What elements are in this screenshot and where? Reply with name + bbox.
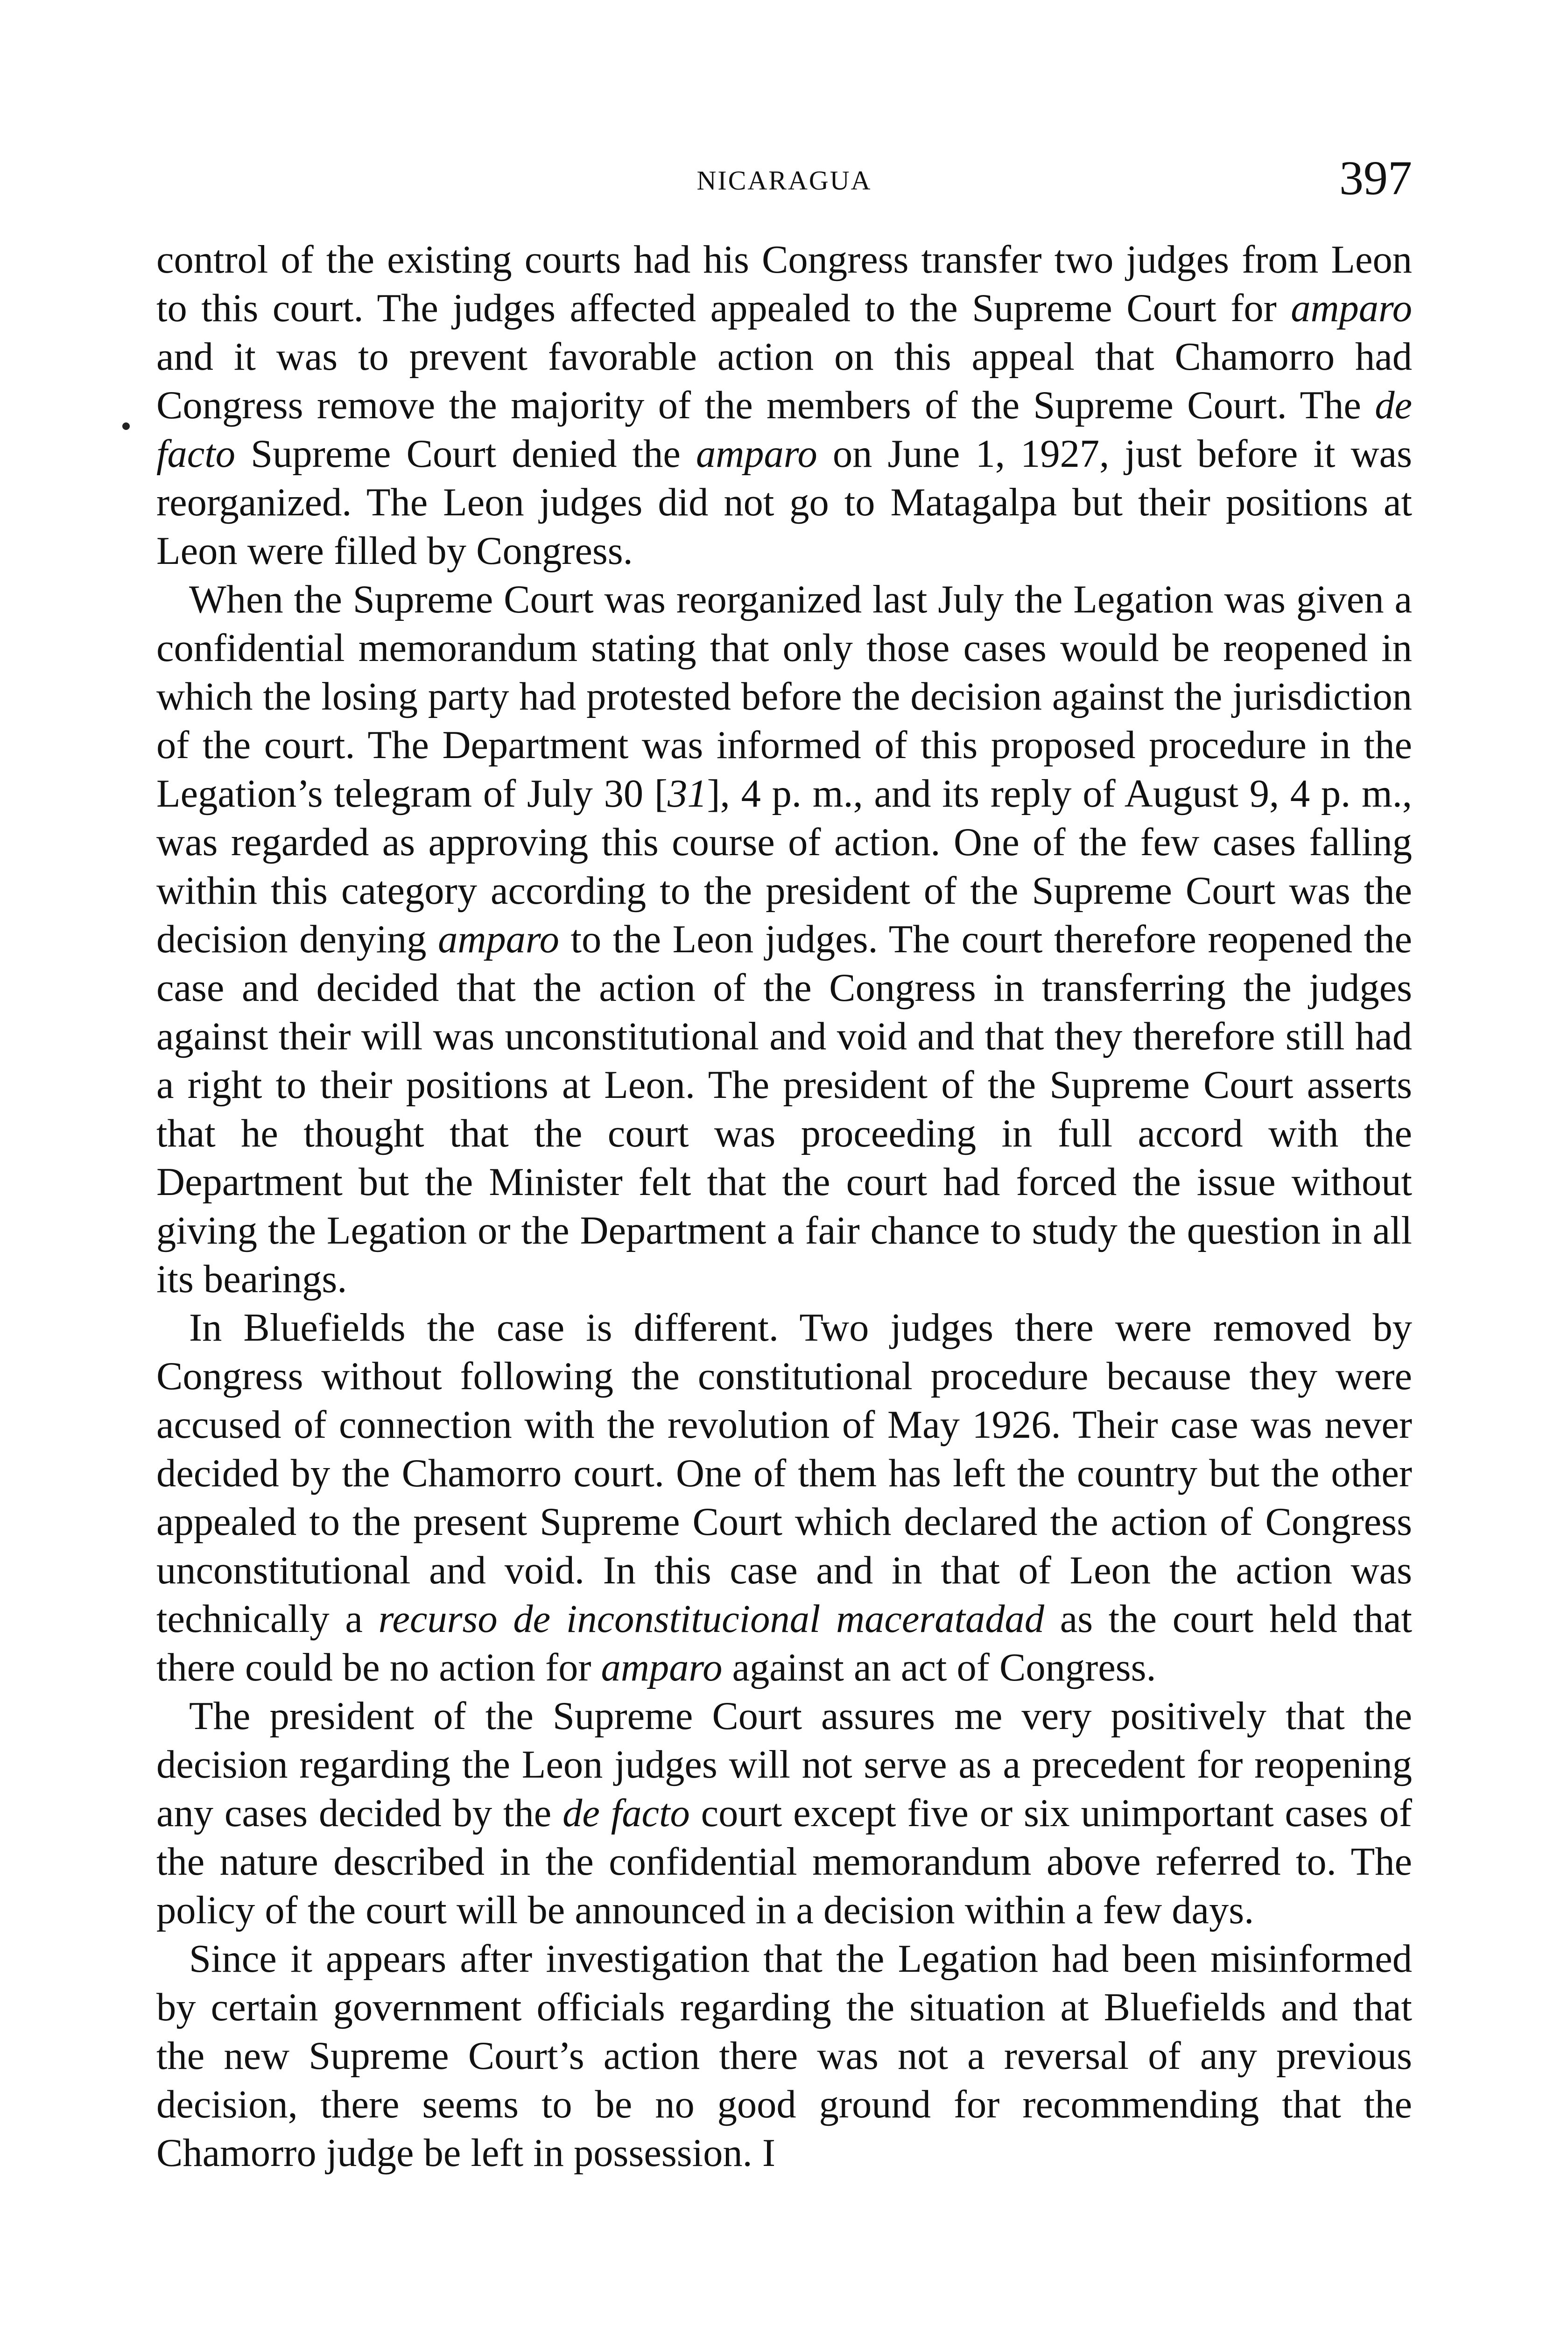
paragraph-2 <box>156 576 1412 1304</box>
italic-term: de facto <box>156 384 1412 476</box>
paragraph-1-text: control of the existing courts had his Congress transfer two judges from Leon to this court. The judges affected appealed to the Supreme Court for <box>156 238 1412 330</box>
paragraph-1-text: on June 1, 1927, just before it was reorganized. The Leon judges did not go to Matagalpa but their positions at Leon were filled by Congress. <box>156 432 1412 573</box>
paragraph-2-text: ], 4 p. m., and its reply of August 9, 4 p. m., was regarded as approving this course of action. One of the few cases falling within this category according to the president of the Supreme Court was the decision denying <box>156 772 1413 961</box>
running-title: NICARAGUA <box>696 165 872 196</box>
paragraph-4 <box>156 1692 1412 1935</box>
italic-reference: 31 <box>668 772 707 815</box>
paragraph-5-text: Since it appears after investigation that the Legation had been misinformed by certain government officials regarding the situation at Bluefields and that the new Supreme Court’s action there was not a reversal of any previous decision, there seems to be no good ground for recommending that the Chamorro judge be left in possession. I <box>156 1937 1412 2175</box>
paragraph-2-text: When the Supreme Court was reorganized last July the Legation was given a confidential memorandum stating that only those cases would be reopened in which the losing party had protested before the decision against the jurisdiction of the court. The Department was informed of this proposed procedure in the Legation’s telegram of July 30 [ <box>156 578 1412 815</box>
paragraph-3 <box>156 1304 1412 1692</box>
paragraph-3-text: In Bluefields the case is different. Two judges there were removed by Congress without following the constitutional procedure because they were accused of connection with the revolution of May 1926. Their case was never decided by the Chamorro court. One of them has left the country but the other appealed to the present Supreme Court which declared the action of Congress unconstitutional and void. In this case and in that of Leon the action was technically a <box>156 1306 1412 1641</box>
italic-term: amparo <box>601 1646 723 1689</box>
paragraph-2-text: to the Leon judges. The court therefore reopened the case and decided that the action of the Congress in transferring the judges against their will was unconstitutional and void and that they therefore still had a right to their positions at Leon. The president of the Supreme Court asserts that he thought that the court was proceeding in full accord with the Department but the Minister felt that the court had forced the issue without giving the Legation or the Department a fair chance to study the question in all its bearings. <box>156 918 1412 1301</box>
italic-term: amparo <box>1291 287 1412 330</box>
paragraph-1 <box>156 236 1412 576</box>
italic-term: amparo <box>696 432 817 476</box>
page-number: 397 <box>1339 151 1412 205</box>
paragraph-4-text: The president of the Supreme Court assures me very positively that the decision regarding the Leon judges will not serve as a precedent for reopening any cases decided by the <box>156 1694 1412 1835</box>
paragraph-3-text: against an act of Congress. <box>722 1646 1156 1689</box>
italic-term: de facto <box>563 1792 690 1835</box>
paragraph-4-text: court except five or six unimportant cases of the nature described in the confidential memorandum above referred to. The policy of the court will be announced in a decision within a few days. <box>156 1792 1412 1932</box>
italic-term: amparo <box>438 918 559 961</box>
paragraph-1-text: and it was to prevent favorable action on this appeal that Chamorro had Congress remove the majority of the members of the Supreme Court. The <box>156 335 1412 427</box>
running-head <box>156 151 1412 205</box>
body-text <box>156 236 1412 2318</box>
paragraph-1-text: Supreme Court denied the <box>235 432 696 476</box>
paragraph-3-text: as the court held that there could be no action for <box>156 1597 1412 1689</box>
margin-mark <box>122 422 130 430</box>
paragraph-5 <box>156 1935 1412 2178</box>
italic-term: recurso de inconstitucional maceratadad <box>378 1597 1044 1641</box>
